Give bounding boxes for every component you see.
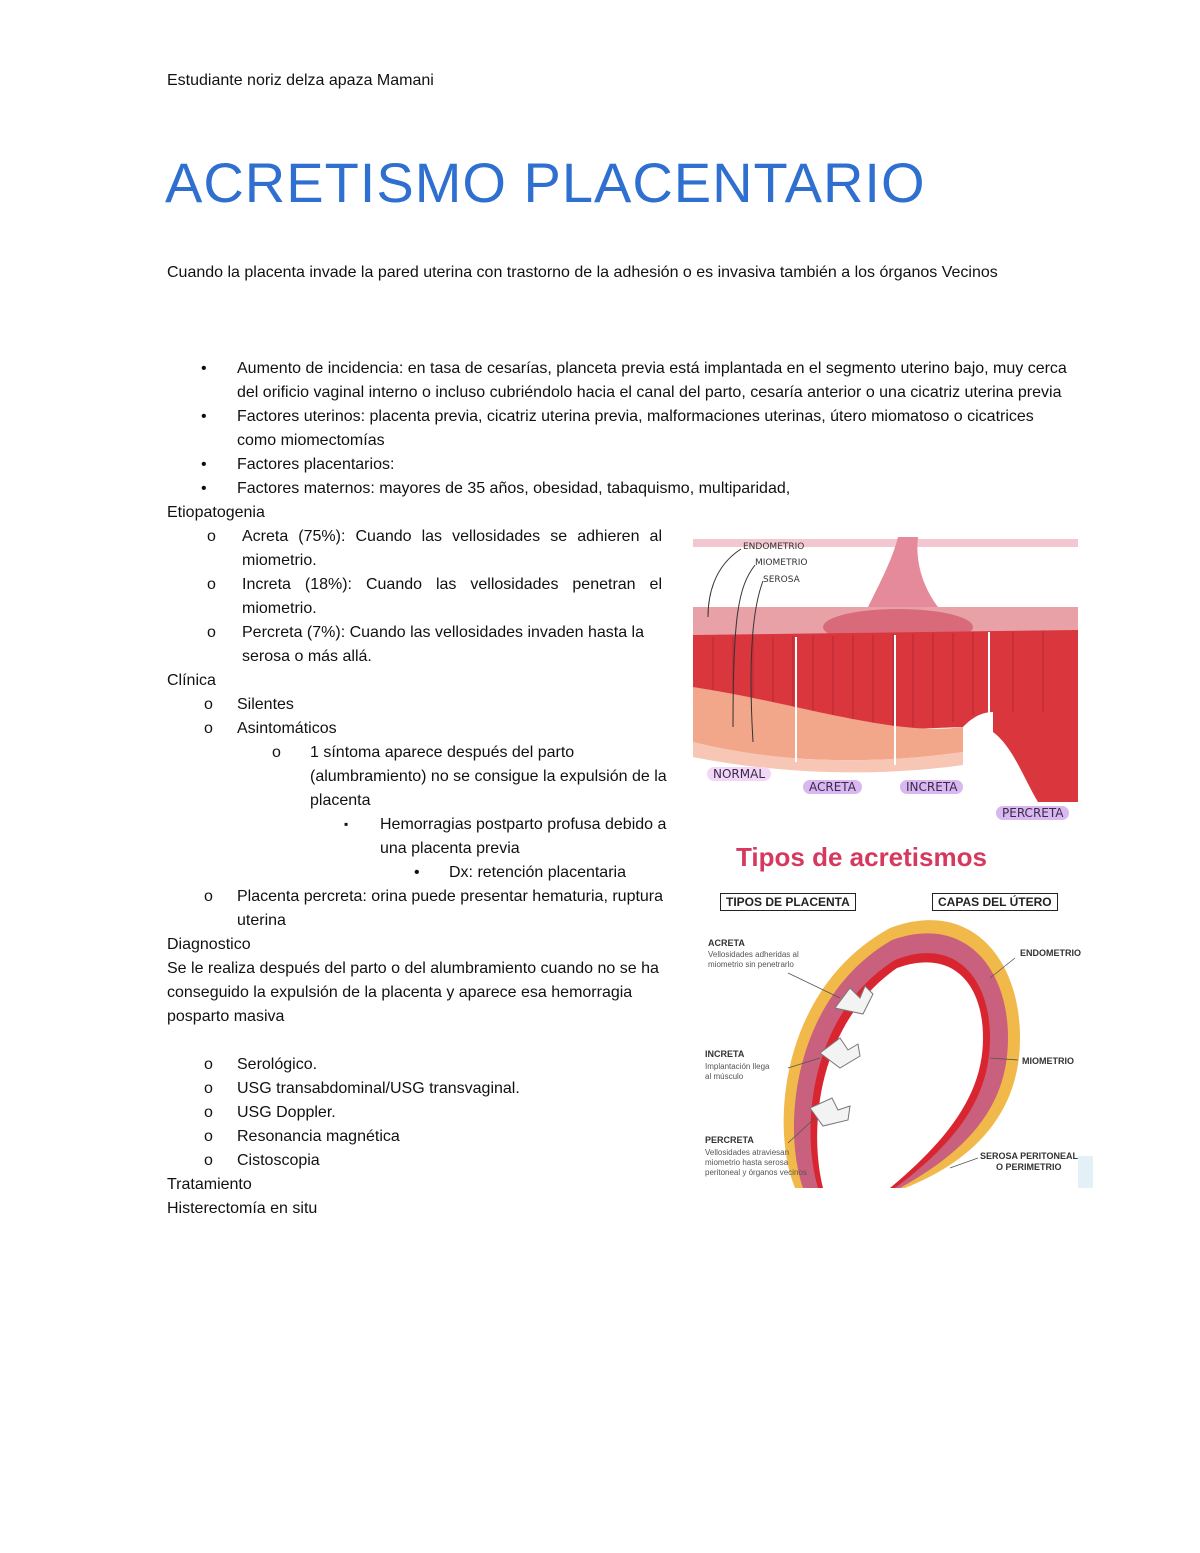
bullet-circle-icon: o [204,1152,213,1169]
bullet-disc-icon: • [201,408,207,425]
desc-acreta: Vellosidades adheridas al miometrio sin penetrarlo [708,950,799,969]
bullet-disc-icon: • [201,360,207,377]
list-item: o 1 síntoma aparece después del parto (alumbramiento) no se consigue la expulsión de la placenta [167,741,670,813]
list-item: o Resonancia magnética [167,1125,677,1149]
list-item: o USG Doppler. [167,1101,677,1125]
bullet-disc-icon: • [201,480,207,497]
label-miometrio: MIOMETRIO [1022,1056,1074,1066]
label-percreta: PERCRETA [705,1135,754,1145]
bullet-circle-icon: o [204,720,213,737]
list-item: o Serológico. [167,1053,677,1077]
acretismo-types-illustration [700,838,1093,1188]
layer-label-miometrio: MIOMETRIO [755,558,808,568]
box-capas-utero: CAPAS DEL ÚTERO [932,893,1058,911]
list-item: o USG transabdominal/USG transvaginal. [167,1077,677,1101]
section-heading-clinica: Clínica [167,672,216,689]
label-serosa-2: O PERIMETRIO [996,1162,1062,1172]
list-item: o Acreta (75%): Cuando las vellosidades se adhieren al miometrio. [167,525,662,573]
label-acreta: ACRETA [708,938,745,948]
figure-title: Tipos de acretismos [736,842,987,872]
bullet-disc-icon: • [414,864,420,881]
list-item: ▪ Hemorragias postparto profusa debido a una placenta previa [167,813,670,861]
uterine-wall-drawing [693,537,1085,827]
label-serosa-1: SEROSA PERITONEAL [980,1151,1079,1161]
bullet-disc-icon: • [201,456,207,473]
tratamiento-text: Histerectomía en situ [167,1200,318,1217]
type-label-acreta: ACRETA [803,780,862,794]
bullet-circle-icon: o [207,624,216,641]
author-line: Estudiante noriz delza apaza Mamani [167,72,434,89]
list-item: • Dx: retención placentaria [167,861,689,885]
bullet-item: • Factores placentarios: [167,453,1067,477]
uterine-wall-illustration [693,537,1085,827]
desc-percreta: Vellosidades atraviesan miometrio hasta serosa peritoneal y órganos vecinos [705,1148,807,1177]
desc-increta: Implantación llega al músculo [705,1062,770,1081]
bullet-item: • Aumento de incidencia: en tasa de cesarías, planceta previa está implantada en el segmento uterino bajo, muy cerca del orificio vaginal interno o incluso cubriéndolo hacia el canal del parto, cesaría anterior o una cicatriz uterina previa [167,357,1067,405]
bullet-circle-icon: o [204,696,213,713]
layer-label-endometrio: ENDOMETRIO [743,542,805,552]
section-heading-diagnostico: Diagnostico [167,936,251,953]
box-tipos-placenta: TIPOS DE PLACENTA [720,893,856,911]
list-item: o Asintomáticos [167,717,677,741]
bullet-circle-icon: o [204,1080,213,1097]
bullet-circle-icon: o [272,744,281,761]
layer-label-serosa: SEROSA [763,575,800,585]
diagnostico-paragraph: Se le realiza después del parto o del alumbramiento cuando no se ha conseguido la expulsión de la placenta y aparece esa hemorragia posparto masiva [167,960,659,1025]
list-item: o Cistoscopia [167,1149,677,1173]
bullet-circle-icon: o [207,576,216,593]
bullet-circle-icon: o [207,528,216,545]
type-label-increta: INCRETA [900,780,963,794]
bullet-item: • Factores uterinos: placenta previa, cicatriz uterina previa, malformaciones uterinas, útero miomatoso o cicatrices como miomectomías [167,405,1067,453]
list-item: o Silentes [167,693,677,717]
type-label-normal: NORMAL [707,767,771,781]
bullet-circle-icon: o [204,888,213,905]
uterus-drawing [700,838,1093,1188]
bullet-square-icon: ▪ [344,817,349,831]
intro-paragraph: Cuando la placenta invade la pared uterina con trastorno de la adhesión o es invasiva también a los órganos Vecinos [167,264,998,281]
document-title: ACRETISMO PLACENTARIO [165,151,926,214]
bullet-circle-icon: o [204,1104,213,1121]
bullet-circle-icon: o [204,1056,213,1073]
section-heading-etiopatogenia: Etiopatogenia [167,504,265,521]
type-label-percreta: PERCRETA [996,806,1069,820]
list-item: o Increta (18%): Cuando las vellosidades penetran el miometrio. [167,573,662,621]
bullet-circle-icon: o [204,1128,213,1145]
list-item: o Placenta percreta: orina puede presentar hematuria, ruptura uterina [167,885,677,933]
section-heading-tratamiento: Tratamiento [167,1176,252,1193]
label-endometrio: ENDOMETRIO [1020,948,1082,958]
bullet-item: • Factores maternos: mayores de 35 años, obesidad, tabaquismo, multiparidad, [167,477,1067,501]
list-item: o Percreta (7%): Cuando las vellosidades invaden hasta la serosa o más allá. [167,621,662,669]
label-increta: INCRETA [705,1049,745,1059]
